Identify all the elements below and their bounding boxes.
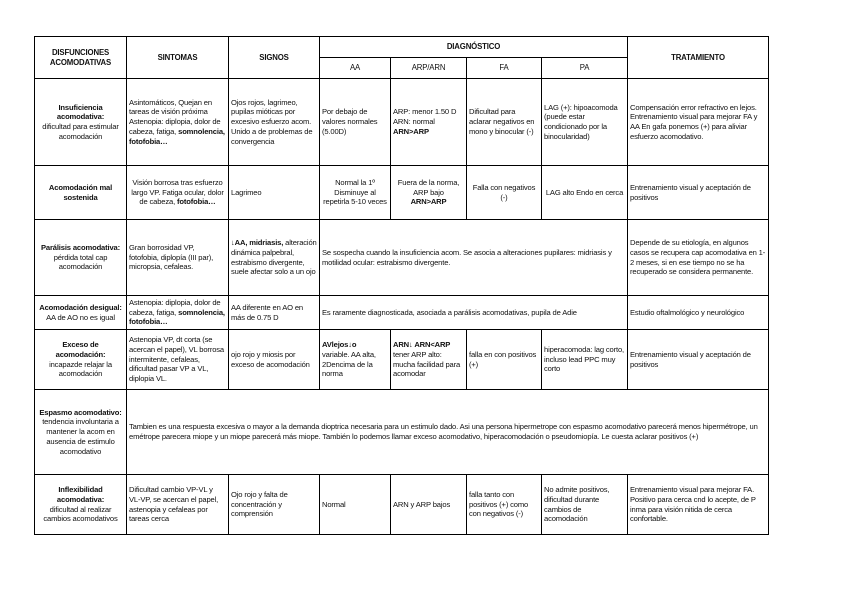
disfuncion-cell <box>35 166 127 220</box>
sintomas-cell: Dificultad cambio VP-VL y VL-VP, se acercan el papel, astenopia y cefaleas por tareas cerca <box>127 475 229 535</box>
aa-cell <box>320 330 391 390</box>
header-diagnostico: DIAGNÓSTICO <box>320 37 628 58</box>
disfunciones-sheet <box>34 36 769 535</box>
arp-bold: ARN>ARP <box>410 197 447 207</box>
table-row <box>35 296 769 330</box>
arp-bold: ARN↓ ARN<ARP <box>393 340 451 350</box>
signos-cell <box>229 220 320 296</box>
fa-cell: Dificultad para aclarar negativos en mono y binocular (-) <box>467 79 542 166</box>
diagnostico-cell: Se sospecha cuando la insuficiencia acom. Se asocia a alteraciones pupilares: midriasis y motilidad ocular: estrabismo divergente. <box>320 220 628 296</box>
arp-arn-cell <box>391 79 467 166</box>
disfuncion-desc: tendencia involuntaria a mantener la acom en ausencia de estimulo acomodativo <box>42 417 119 456</box>
disfuncion-desc: pérdida total cap acomodación <box>53 252 108 272</box>
disfuncion-cell <box>35 79 127 166</box>
table-row <box>35 330 769 390</box>
table-row <box>35 390 769 475</box>
fa-cell: Falla con negativos (-) <box>467 166 542 220</box>
sintomas-cell: Gran borrosidad VP, fotofobia, diplopía (III par), micropsia, cefaleas. <box>127 220 229 296</box>
aa-cell: Normal <box>320 475 391 535</box>
disfuncion-desc: dificultad para estimular acomodación <box>42 122 119 141</box>
pa-cell: hiperacomoda: lag corto, incluso lead PPC muy corto <box>542 330 628 390</box>
table-row <box>35 220 769 296</box>
sintomas-text: Visión borrosa tras esfuerzo largo VP. Fatiga ocular, dolor de cabeza, <box>131 177 224 207</box>
pa-cell: LAG alto Endo en cerca <box>542 166 628 220</box>
sintomas-bold: somnolencia, fotofobia… <box>129 126 225 146</box>
sintomas-bold: somnolencia, fotofobia… <box>129 307 225 327</box>
disfuncion-cell <box>35 296 127 330</box>
header-sintomas: SINTOMAS <box>127 37 229 79</box>
tratamiento-cell: Estudio oftalmológico y neurológico <box>628 296 769 330</box>
disfuncion-cell <box>35 475 127 535</box>
tratamiento-cell: Compensación error refractivo en lejos. Entrenamiento visual para mejorar FA y AA En gafa ponemos (+) para aliviar esfuerzo acomodativo. <box>628 79 769 166</box>
disfuncion-name: Acomodación desigual: <box>39 302 122 312</box>
aa-cell: Por debajo de valores normales (5.00D) <box>320 79 391 166</box>
disfuncion-desc: AA de AO no es igual <box>46 312 115 322</box>
arp-text: Fuera de la norma, ARP bajo <box>397 177 460 197</box>
fa-cell: falla tanto con positivos (+) como con negativos (-) <box>467 475 542 535</box>
table-row <box>35 79 769 166</box>
pa-cell: No admite positivos, dificultad durante cambios de acomodación <box>542 475 628 535</box>
diagnostico-cell: Es raramente diagnosticada, asociada a parálisis acomodativas, pupila de Adie <box>320 296 628 330</box>
signos-cell: AA diferente en AO en más de 0.75 D <box>229 296 320 330</box>
aa-cell: Normal la 1º Disminuye al repetirla 5-10 veces <box>320 166 391 220</box>
arp-text: tener ARP alto: mucha facilidad para acomodar <box>393 349 461 379</box>
tratamiento-cell: Entrenamiento visual para mejorar FA. Positivo para cerca cnd lo acepte, de P inma para visión nitida de cerca confortable. <box>628 475 769 535</box>
pa-cell: LAG (+): hipoacomoda (puede estar condicionado por la binocularidad) <box>542 79 628 166</box>
disfuncion-name: Parálisis acomodativa: <box>40 242 120 252</box>
subheader-fa: FA <box>467 58 542 79</box>
descripcion-cell: Tambien es una respuesta excesiva o mayor a la demanda dioptrica necesaria para un estimulo dado. Asi una persona hipermetrope con espasmo acomodativo parecerá menos hipermétrope, un emétrope parecera miope y un miope parecerá más miope. También lo podemos llamar exceso acomodativo, hiperacomodación o pseudomiopía. Le cuesta aclarar positivos (+) <box>127 390 769 475</box>
subheader-pa: PA <box>542 58 628 79</box>
sintomas-text: Astenopia: diplopia, dolor de cabeza, fatiga, <box>129 297 221 317</box>
disfuncion-name: Acomodación mal sostenida <box>48 182 113 202</box>
tratamiento-cell: Depende de su etiología, en algunos casos se recupera cap acomodativa en 1-2 meses, si en ese tiempo no se ha recuperado se considera permanente. <box>628 220 769 296</box>
sintomas-cell <box>127 296 229 330</box>
signos-bold: ↓AA, midriasis, <box>231 238 284 248</box>
arp-bold: ARN>ARP <box>393 126 429 136</box>
disfuncion-name: Exceso de acomodación: <box>55 340 106 359</box>
arp-arn-cell <box>391 330 467 390</box>
disfuncion-name: Inflexibilidad acomodativa: <box>56 485 105 504</box>
signos-text: alteración dinámica palpebral, estrabismo divergente, suele afectar solo a un ojo <box>231 238 317 277</box>
disfuncion-cell <box>35 390 127 475</box>
header-disfunciones: DISFUNCIONES ACOMODATIVAS <box>35 37 127 79</box>
disfuncion-name: Insuficiencia acomodativa: <box>56 102 105 122</box>
aa-bold: AVlejos↓o <box>322 340 357 350</box>
disfuncion-cell <box>35 330 127 390</box>
arp-text: ARP: menor 1.50 D ARN: normal <box>393 107 457 127</box>
sintomas-cell <box>127 166 229 220</box>
sintomas-text: Asintomáticos, Quejan en tareas de visión próxima Astenopia: diplopia, dolor de cabeza, fatiga, <box>129 97 221 136</box>
disfuncion-name: Espasmo acomodativo: <box>39 407 122 417</box>
disfuncion-desc: incapazde relajar la acomodación <box>49 359 112 379</box>
signos-cell: Ojos rojos, lagrimeo, pupilas mióticas por excesivo esfuerzo acom. Unido a de problemas de convergencia <box>229 79 320 166</box>
sintomas-bold: fotofobia… <box>177 197 216 207</box>
sintomas-cell: Astenopia VP, dt corta (se acercan el papel), VL borrosa intermitente, cefaleas, dificultad pasar VP a VL, diplopia VL. <box>127 330 229 390</box>
disfuncion-cell <box>35 220 127 296</box>
disfunciones-table <box>34 36 769 535</box>
header-tratamiento: TRATAMIENTO <box>628 37 769 79</box>
aa-text: variable. AA alta, 2Dencima de la norma <box>322 349 376 379</box>
arp-arn-cell: ARN y ARP bajos <box>391 475 467 535</box>
tratamiento-cell: Entrenamiento visual y aceptación de positivos <box>628 166 769 220</box>
subheader-arp-arn: ARP/ARN <box>391 58 467 79</box>
disfuncion-desc: dificultad al realizar cambios acomodativos <box>43 504 118 524</box>
fa-cell: falla en con positivos (+) <box>467 330 542 390</box>
header-signos: SIGNOS <box>229 37 320 79</box>
arp-arn-cell <box>391 166 467 220</box>
subheader-aa: AA <box>320 58 391 79</box>
signos-cell: Lagrimeo <box>229 166 320 220</box>
signos-cell: ojo rojo y miosis por exceso de acomodación <box>229 330 320 390</box>
tratamiento-cell: Entrenamiento visual y aceptación de positivos <box>628 330 769 390</box>
signos-cell: Ojo rojo y falta de concentración y comprensión <box>229 475 320 535</box>
table-row <box>35 475 769 535</box>
sintomas-cell <box>127 79 229 166</box>
table-row <box>35 166 769 220</box>
